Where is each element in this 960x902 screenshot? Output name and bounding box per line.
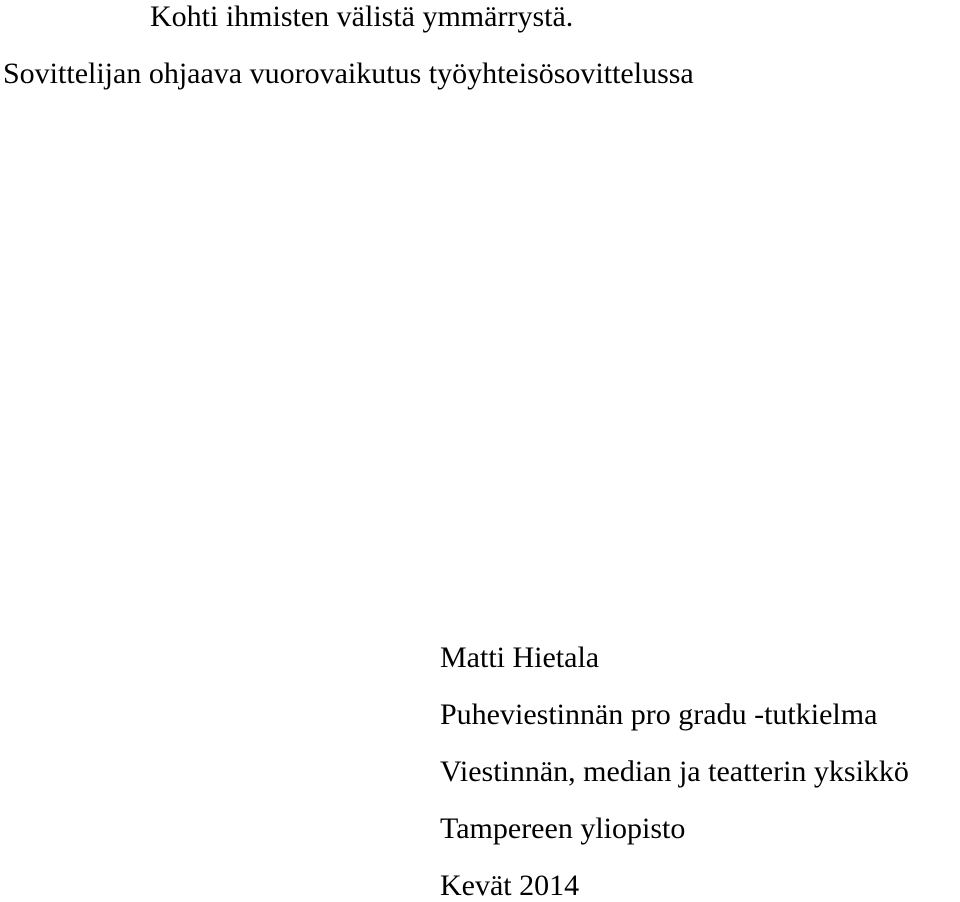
university-unit: Viestinnän, median ja teatterin yksikkö	[440, 755, 909, 788]
author-name: Matti Hietala	[440, 641, 600, 674]
title-line-2: Sovittelijan ohjaava vuorovaikutus työyhteisösovittelussa	[3, 57, 694, 90]
university-name: Tampereen yliopisto	[440, 812, 686, 845]
thesis-type: Puheviestinnän pro gradu -tutkielma	[440, 698, 878, 731]
thesis-date: Kevät 2014	[440, 869, 580, 902]
title-line-1: Kohti ihmisten välistä ymmärrystä.	[150, 0, 574, 33]
